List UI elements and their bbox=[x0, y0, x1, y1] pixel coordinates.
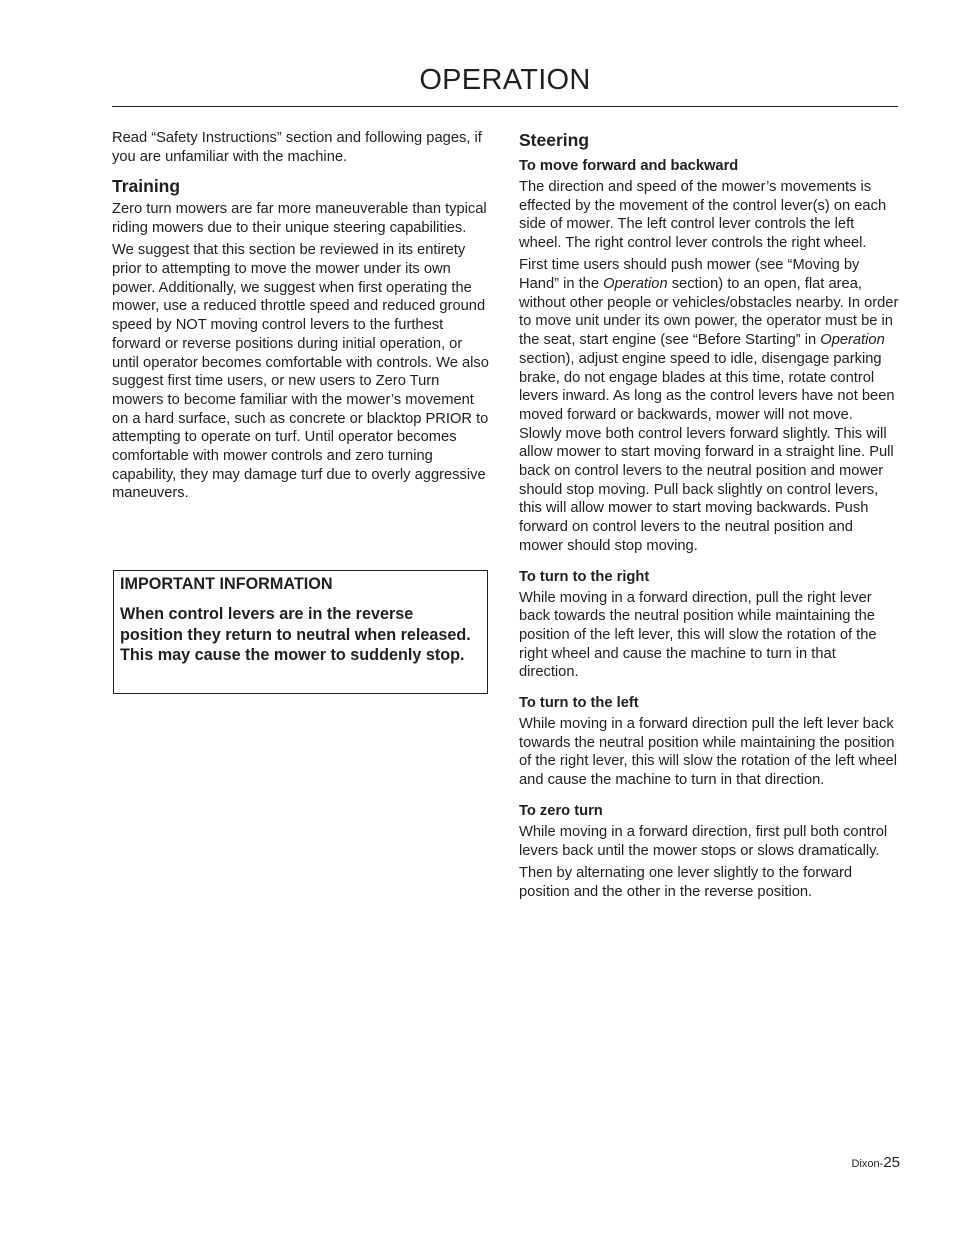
training-paragraph-1: Zero turn mowers are far more maneuverable than typical riding mowers due to their unique steering capabilities. bbox=[112, 201, 487, 237]
important-body: When control levers are in the reverse position they return to neutral when released. This may cause the mower to suddenly stop. bbox=[120, 605, 471, 665]
important-information-box bbox=[113, 570, 488, 694]
turn-right-paragraph: While moving in a forward direction, pull the right lever back towards the neutral position while maintaining the position of the left lever, this will slow the rotation of the right wheel and cause the machine to turn in that direction. bbox=[519, 589, 877, 681]
zero-turn-heading: To zero turn bbox=[519, 802, 603, 819]
fwd-text-b: section) to an open, flat area, without other people or vehicles/obstacles nearby. In order to move unit under its own power, the operator must be in the seat, start engine (see “Before Starting” in bbox=[519, 276, 899, 349]
footer-brand: Dixon- bbox=[851, 1158, 884, 1170]
forward-backward-paragraph-2 bbox=[519, 256, 899, 555]
training-heading: Training bbox=[112, 176, 181, 197]
zero-turn-paragraph-1: While moving in a forward direction, first pull both control levers back until the mower stops or slows dramatically. bbox=[519, 823, 888, 859]
turn-left-heading: To turn to the left bbox=[519, 695, 639, 712]
forward-backward-paragraph-1: The direction and speed of the mower’s movements is effected by the movement of the control lever(s) on each side of mower. The left control lever controls the left wheel. The right control lever controls the right wheel. bbox=[519, 179, 887, 252]
zero-turn-paragraph-2: Then by alternating one lever slightly to the forward position and the other in the reverse position. bbox=[519, 864, 853, 900]
operation-italic-1: Operation bbox=[603, 276, 668, 293]
fwd-text-c: section), adjust engine speed to idle, disengage parking brake, do not engage blades at this time, rotate control levers inward. As long as the control levers have not been moved forward or backwards, mower will not move. Slowly move both control levers forward slightly. This will allow mower to start moving forward in a straight line. Pull back on control levers to the neutral position and mower should stop moving. Pull back slightly on control levers, this will allow mower to start moving backwards. Push forward on control levers to the neutral position and mower should stop moving. bbox=[519, 350, 895, 554]
page-title: OPERATION bbox=[419, 64, 591, 96]
turn-left-paragraph: While moving in a forward direction pull the left lever back towards the neutral position while maintaining the position of the right lever, this will slow the rotation of the left wheel and cause the machine to turn in that direction. bbox=[519, 716, 897, 789]
steering-heading: Steering bbox=[519, 130, 590, 150]
left-column bbox=[112, 129, 490, 507]
turn-right-heading: To turn to the right bbox=[519, 568, 650, 585]
training-paragraph-2: We suggest that this section be reviewed in its entirety prior to attempting to move the mower under its own power. Additionally, we suggest when first operating the mower, use a reduced throttle speed and reduced ground speed by NOT moving control levers to the furthest forward or reverse positions during initial operation, or until operator becomes comfortable with controls. We also suggest first time users, or new users to Zero Turn mowers to become familiar with the mower’s movement on a hard surface, such as concrete or blacktop PRIOR to attempting to operate on turf. Until operator becomes comfortable with mower controls and zero turning capability, they may damage turf due to overly aggressive maneuvers. bbox=[112, 242, 489, 502]
title-divider bbox=[112, 106, 898, 107]
page-number: 25 bbox=[883, 1154, 900, 1171]
operation-italic-2: Operation bbox=[820, 332, 885, 349]
fwd-text-a: First time users should push mower (see “Moving by Hand” in the bbox=[519, 257, 860, 293]
important-heading: IMPORTANT INFORMATION bbox=[120, 575, 333, 593]
intro-paragraph: Read “Safety Instructions” section and following pages, if you are unfamiliar with the machine. bbox=[112, 130, 482, 165]
page-footer bbox=[852, 1154, 900, 1171]
forward-backward-heading: To move forward and backward bbox=[519, 158, 739, 174]
right-column bbox=[519, 129, 899, 905]
